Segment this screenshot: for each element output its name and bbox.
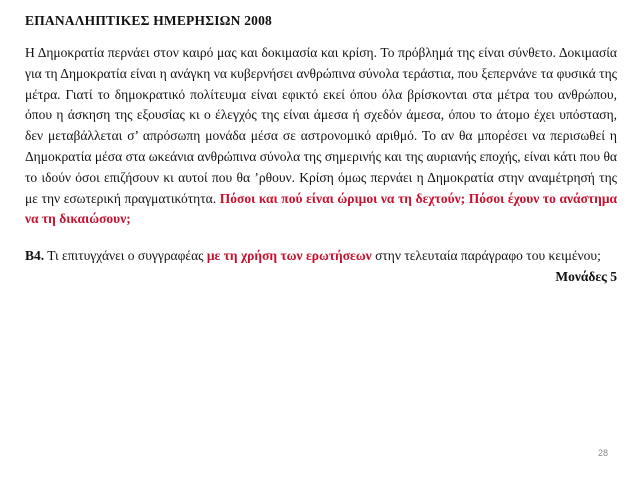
question-b4 (25, 246, 617, 267)
passage-paragraph (25, 43, 617, 230)
passage-text: Η Δημοκρατία περνάει στον καιρό μας και δοκιμασία και κρίση. Το πρόβλημά της είναι σύνθετο. Δοκιμασία για τη Δημοκρατία είναι η ανάγκη να κυβερνήσει ανθρώπινα σύνολα τεράστια, που ξεπερνάνε τα φυσικά της μέτρα. Γιατί το δημοκρατικό πολίτευμα είναι εφικτό εκεί όπου όλα βρίσκονται στα μέτρα του ανθρώπου, όπου η άσκηση της εξουσίας κι ο έλεγχός της είναι άμεσα ή σχεδόν άμεσα, όπου το άτομο έχει υπόσταση, δεν μεταβάλλεται σ’ απρόσωπη μονάδα μέσα σε αστρονομικό αριθμό. Το αν θα μπορέσει να περισωθεί η Δημοκρατία μέσα στα ωκεάνια ανθρώπινα σύνολα της σημερινής και της αυριανής εποχής, είναι κάτι που θα το ιδούν όσοι επιζήσουν κι αυτοί που θα ’ρθουν. Κρίση όμως περνάει η Δημοκρατία στην αναμέτρησή της με την εσωτερική πραγματικότητα. (25, 45, 617, 206)
question-marks: Μονάδες 5 (555, 268, 617, 284)
question-text-before: Τι επιτυγχάνει ο συγγραφέας (47, 248, 204, 264)
page-number: 28 (597, 448, 608, 458)
question-text-after: στην τελευταία παράγραφο του κειμένου; (375, 248, 601, 264)
document-title: ΕΠΑΝΑΛΗΠΤΙΚΕΣ ΗΜΕΡΗΣΙΩΝ 2008 (25, 13, 273, 28)
passage-highlight: Πόσοι και πού είναι ώριμοι να τη δεχτούν; Πόσοι έχουν το ανάστημα να τη δικαιώσουν; (25, 190, 618, 227)
question-emphasis: με τη χρήση των ερωτήσεων (206, 248, 372, 264)
question-label: Β4. (25, 248, 45, 264)
document-page (25, 13, 617, 288)
